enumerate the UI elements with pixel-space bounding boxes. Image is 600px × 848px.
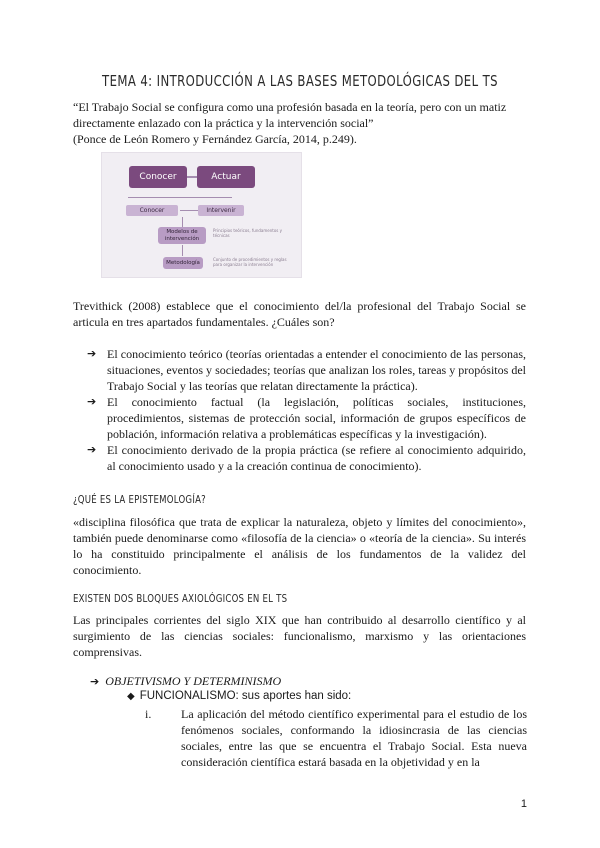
- diagram-connector: [128, 197, 232, 198]
- roman-list-item: [145, 706, 527, 770]
- diagram-box-modelos: Modelos de intervención: [158, 227, 206, 244]
- subheading-text: OBJETIVISMO Y DETERMINISMO: [105, 674, 282, 688]
- subitem-funcionalismo: [127, 690, 351, 702]
- knowledge-list: [73, 346, 526, 474]
- arrow-icon: ➔: [87, 443, 97, 456]
- section-text-epistemologia: «disciplina filosófica que trata de explicar la naturaleza, objeto y límites del conocimiento», también puede denominarse como «filosofía de la ciencia» o «teoría de la ciencia». Su interés lo ha constituido principalmente el análisis de los fundamentos de la validez del conocimiento.: [73, 515, 526, 577]
- diagram-box-metodologia: Metodología: [163, 257, 203, 269]
- diagram-note-metodologia: Conjunto de procedimientos y reglas para organizar la intervención: [213, 257, 287, 267]
- list-item-text: El conocimiento derivado de la propia práctica (se refiere al conocimiento adquirido, al conocimiento usado y a la creación continua de conocimiento).: [107, 443, 526, 473]
- diagram-box-conocer-small: Conocer: [126, 205, 178, 216]
- quote-citation: (Ponce de León Romero y Fernández García, 2014, p.249).: [73, 132, 357, 146]
- list-item-text: El conocimiento factual (la legislación, políticas sociales, instituciones, procedimientos, sistemas de protección social, información de grupos específicos de población, información relativa a problemáticas específicas y la investigación).: [107, 395, 526, 441]
- roman-numeral: i.: [145, 707, 152, 721]
- diagram-note-modelos: Principios teóricos, fundamentos y técnicas: [213, 228, 283, 238]
- knowledge-diagram: [101, 152, 302, 278]
- list-item: [73, 442, 526, 474]
- diagram-connector: [180, 210, 198, 211]
- section-heading-epistemologia: ¿QUÉ ES LA EPISTEMOLOGÍA?: [73, 493, 206, 506]
- diagram-box-conocer: Conocer: [129, 166, 187, 188]
- arrow-icon: ➔: [87, 395, 97, 408]
- diamond-bullet-icon: ◆: [127, 691, 135, 702]
- list-item-text: El conocimiento teórico (teorías orientadas a entender el conocimiento de las personas, situaciones, eventos y sociedades; teorías que analizan los roles, tareas y propósitos del Trabajo Social y las teorías que relatan directamente la práctica).: [107, 347, 526, 393]
- diagram-box-intervenir: Intervenir: [198, 205, 244, 216]
- intro-paragraph: Trevithick (2008) establece que el conocimiento del/la profesional del Trabajo Social se articula en tres apartados fundamentales. ¿Cuáles son?: [73, 299, 526, 329]
- subitem-text: FUNCIONALISMO: sus aportes han sido:: [139, 690, 352, 702]
- page-number: 1: [520, 798, 527, 810]
- list-item: [73, 346, 526, 394]
- page-title: TEMA 4: INTRODUCCIÓN A LAS BASES METODOLÓGICAS DEL TS: [102, 72, 498, 90]
- opening-quote: [73, 99, 533, 147]
- section-text-bloques: Las principales corrientes del siglo XIX que han contribuido al desarrollo científico y al surgimiento de las ciencias sociales: funcionalismo, marxismo y las orientaciones comprensivas.: [73, 613, 526, 659]
- roman-item-text: La aplicación del método científico experimental para el estudio de los fenómenos sociales, conformando la idiosincrasia de las ciencias sociales, entre las que se encuentra el Trabajo Social. Esta nueva consideración científica estará basada en la objetividad y en la: [181, 707, 527, 769]
- diagram-connector: [187, 176, 197, 178]
- diagram-connector: [182, 245, 183, 256]
- quote-text: “El Trabajo Social se configura como una profesión basada en la teoría, pero con un matiz directamente enlazado con la práctica y la intervención social”: [73, 100, 507, 130]
- diagram-box-actuar: Actuar: [197, 166, 255, 188]
- section-heading-bloques: EXISTEN DOS BLOQUES AXIOLÓGICOS EN EL TS: [73, 592, 288, 605]
- subheading-objetivismo: [90, 674, 281, 689]
- arrow-icon: ➔: [90, 675, 100, 688]
- list-item: [73, 394, 526, 442]
- diagram-connector: [182, 217, 183, 227]
- arrow-icon: ➔: [87, 347, 97, 360]
